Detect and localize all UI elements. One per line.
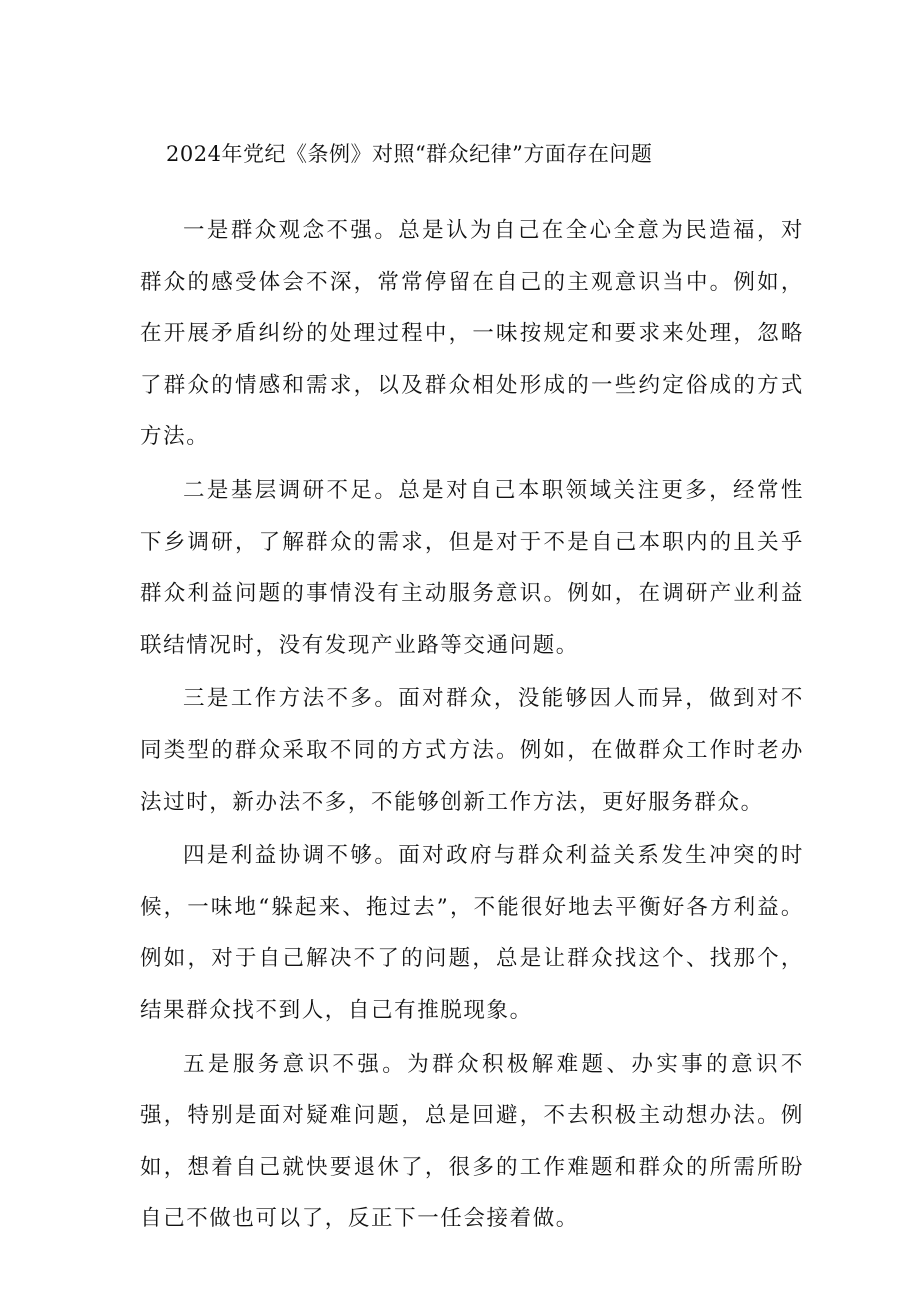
document-body bbox=[140, 205, 804, 1247]
document-title: 2024年党纪《条例》对照“群众纪律”方面存在问题 bbox=[166, 142, 653, 166]
paragraph-4: 四是利益协调不够。面对政府与群众利益关系发生冲突的时候，一味地“躲起来、拖过去”，不能很好地去平衡好各方利益。例如，对于自己解决不了的问题，总是让群众找这个、找那个，结果群众找不到人，自己有推脱现象。 bbox=[140, 843, 804, 1023]
paragraph-1: 一是群众观念不强。总是认为自己在全心全意为民造福，对群众的感受体会不深，常常停留在自己的主观意识当中。例如，在开展矛盾纠纷的处理过程中，一味按规定和要求来处理，忽略了群众的情感和需求，以及群众相处形成的一些约定俗成的方式方法。 bbox=[140, 218, 804, 450]
paragraph-2: 二是基层调研不足。总是对自己本职领域关注更多，经常性下乡调研，了解群众的需求，但是对于不是自己本职内的且关乎群众利益问题的事情没有主动服务意识。例如，在调研产业利益联结情况时，没有发现产业路等交通问题。 bbox=[140, 477, 804, 658]
paragraph-5: 五是服务意识不强。为群众积极解难题、办实事的意识不强，特别是面对疑难问题，总是回避，不去积极主动想办法。例如，想着自己就快要退休了，很多的工作难题和群众的所需所盼自己不做也可以了，反正下一任会接着做。 bbox=[140, 1051, 804, 1232]
paragraph-3: 三是工作方法不多。面对群众，没能够因人而异，做到对不同类型的群众采取不同的方式方法。例如，在做群众工作时老办法过时，新办法不多，不能够创新工作方法，更好服务群众。 bbox=[140, 686, 804, 815]
